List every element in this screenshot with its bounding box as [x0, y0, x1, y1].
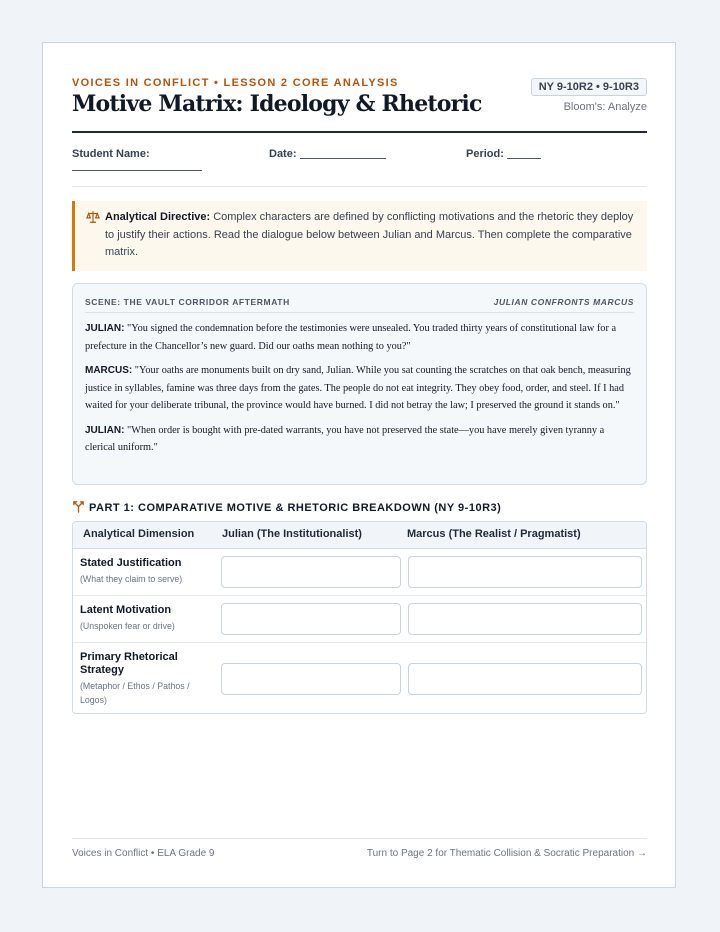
dialogue-text: "Your oaths are monuments built on dry sand, Julian. While you sat counting the scratches on that oak bench, measuring justice in syllables, famine was three days from the gates. The people do not eat integrity. They obey food, order, and steel. If I had waited for your deliberate tribunal, the province would have burned. I did not betray the law; I preserved the ground it stands on." [85, 365, 631, 411]
motive-matrix-table [72, 521, 647, 714]
page-title: Motive Matrix: Ideology & Rhetoric [72, 91, 482, 117]
dialogue-text: "When order is bought with pre-dated warrants, you have not preserved the state—you have merely given tyranny a clerical uniform." [85, 424, 605, 453]
julian-response-box[interactable] [221, 556, 401, 588]
row-title: Stated Justification [80, 557, 182, 569]
row-label [80, 557, 210, 586]
header-divider [72, 131, 647, 133]
fork-icon [72, 500, 85, 513]
directive-text: Complex characters are defined by conflicting motivations and the rhetoric they deploy to justify their actions. Read the dialogue below between Julian and Marcus. Then complete the comparative matrix. [105, 211, 634, 258]
julian-response-box[interactable] [221, 663, 401, 695]
student-name-label: Student Name: [72, 148, 150, 160]
row-subtitle: (What they claim to serve) [80, 574, 183, 584]
column-header-dimension: Analytical Dimension [83, 528, 195, 540]
marcus-response-box[interactable] [408, 663, 642, 695]
footer-divider [72, 838, 647, 839]
speaker-name: JULIAN: [85, 424, 125, 436]
marcus-response-box[interactable] [408, 556, 642, 588]
worksheet-page [42, 42, 676, 888]
dialogue-line [85, 422, 634, 457]
speaker-name: JULIAN: [85, 323, 125, 334]
period-field[interactable] [466, 148, 541, 160]
date-line[interactable] [300, 158, 386, 159]
scene-subtitle: JULIAN CONFRONTS MARCUS [493, 297, 634, 307]
table-row [73, 549, 646, 596]
scene-title: SCENE: THE VAULT CORRIDOR AFTERMATH [85, 297, 290, 307]
period-line[interactable] [507, 158, 541, 159]
scales-icon [86, 210, 100, 224]
part1-heading-text: PART 1: COMPARATIVE MOTIVE & RHETORIC BREAKDOWN (NY 9-10R3) [89, 502, 502, 514]
scene-dialogue-box [72, 283, 647, 485]
column-header-julian: Julian (The Institutionalist) [222, 528, 362, 540]
date-label: Date: [269, 148, 297, 160]
row-label [80, 651, 210, 707]
analytical-directive [72, 201, 647, 271]
row-subtitle: (Metaphor / Ethos / Pathos / Logos) [80, 681, 190, 705]
directive-label: Analytical Directive: [105, 211, 211, 223]
footer-next-page[interactable]: Turn to Page 2 for Thematic Collision & Socratic Preparation → [366, 848, 647, 859]
part1-heading [72, 500, 501, 514]
row-title: Primary Rhetorical Strategy [80, 651, 178, 676]
table-header [73, 522, 646, 549]
date-field[interactable] [269, 148, 386, 160]
standards-badge: NY 9-10R2 • 9-10R3 [531, 78, 647, 96]
period-label: Period: [466, 148, 504, 160]
dialogue-line [85, 320, 634, 355]
row-label [80, 604, 210, 633]
fields-divider [72, 186, 647, 187]
scene-header [85, 297, 634, 313]
student-name-line[interactable] [72, 170, 202, 171]
column-header-marcus: Marcus (The Realist / Pragmatist) [407, 528, 581, 540]
julian-response-box[interactable] [221, 603, 401, 635]
footer-course: Voices in Conflict • ELA Grade 9 [72, 848, 215, 859]
table-row [73, 643, 646, 714]
student-name-field[interactable] [72, 148, 150, 160]
marcus-response-box[interactable] [408, 603, 642, 635]
speaker-name: MARCUS: [85, 365, 133, 376]
dialogue-text: "You signed the condemnation before the testimonies were unsealed. You traded thirty years of constitutional law for a prefecture in the Chancellor’s new guard. Did our oaths mean nothing to you?" [85, 323, 617, 352]
lesson-kicker: VOICES IN CONFLICT • LESSON 2 CORE ANALYSIS [72, 77, 399, 89]
table-row [73, 596, 646, 643]
dialogue-line [85, 362, 634, 415]
blooms-level: Bloom's: Analyze [563, 101, 647, 113]
row-subtitle: (Unspoken fear or drive) [80, 621, 175, 631]
page-content [72, 43, 647, 887]
row-title: Latent Motivation [80, 604, 172, 616]
